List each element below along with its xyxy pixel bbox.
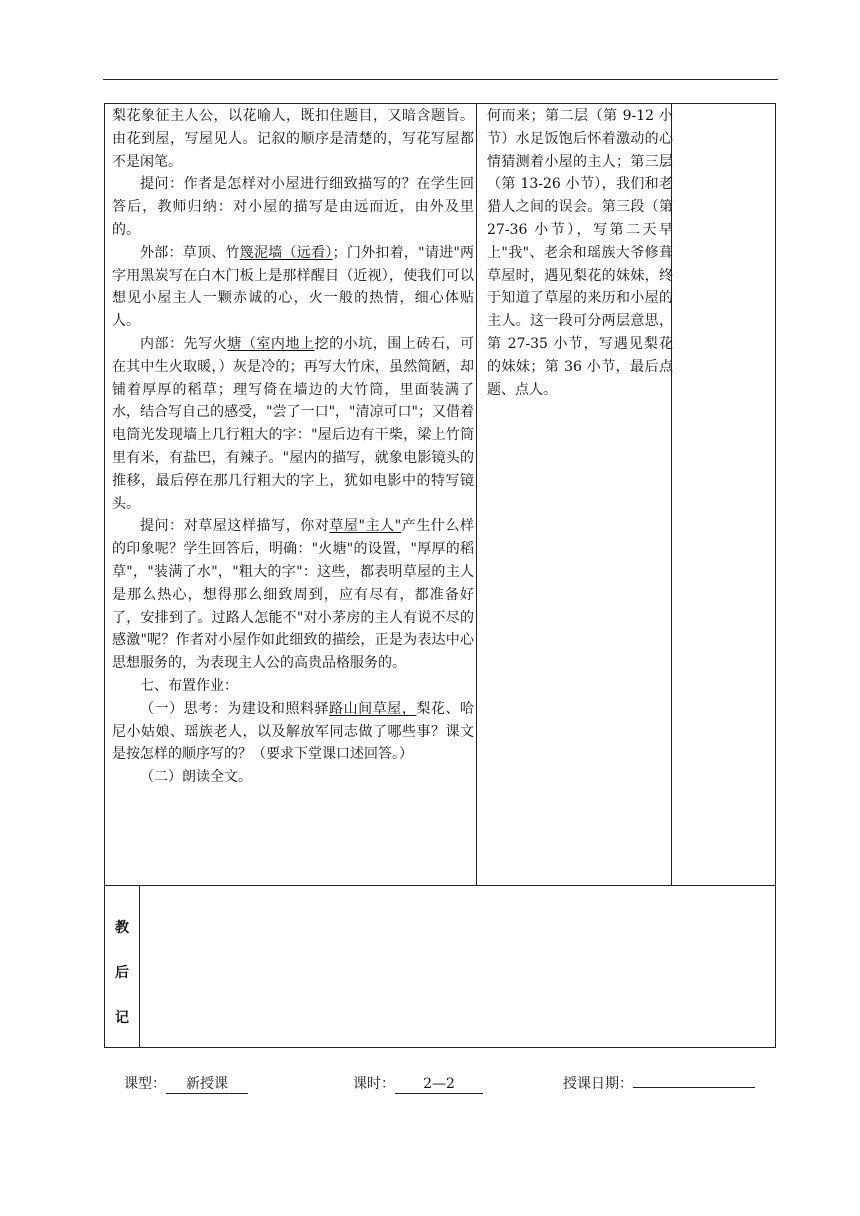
lesson-type-label: 课型： (124, 1076, 166, 1092)
interior-underlined: 塘（室内地上 (227, 335, 315, 352)
paragraph-question-2 (112, 515, 474, 675)
lesson-hours-value: 2—2 (395, 1076, 483, 1094)
teaching-process-column (112, 105, 474, 789)
paragraph-pear-flower: 梨花象征主人公，以花喻人，既扣住题目，又暗含题旨。由花到屋，写屋见人。记叙的顺序是清楚的，写花写屋都不是闲笔。 (112, 108, 474, 170)
header-rule (103, 79, 778, 80)
homework-1-text-a: （一）思考：为建设和照料驿 (140, 700, 330, 717)
lesson-type-value: 新授课 (166, 1076, 248, 1094)
question-2-text-b: 产生什么样的印象呢？学生回答后，明确："火塘"的设置，"厚厚的稻草"，"装满了水"，"粗大的字"：这些，都表明草屋的主人是那么热心，想得那么细致周到，应有尽有，都准备好了，安排到了。过路人怎能不"对小茅房的主人有说不尽的感激"呢？作者对小屋作如此细致的描绘，正是为表达中心思想服务的，为表现主人公的高贵品格服务的。 (112, 518, 475, 672)
question-2-underlined: 草屋"主人" (329, 518, 402, 535)
reflection-label-char-2: 后 (115, 965, 129, 981)
lesson-date (563, 1073, 755, 1093)
reflection-label-char-3: 记 (115, 1010, 129, 1026)
exterior-text-a: 外部：草顶、竹 (140, 244, 240, 261)
homework-item-2: （二）朗读全文。 (140, 769, 252, 786)
row-divider (105, 885, 775, 886)
exterior-underlined: 篾泥墙（远看） (239, 244, 333, 261)
paragraph-exterior (112, 242, 474, 333)
exterior-text-b: ；门外扣着，"请进"两字用黑炭写在白木门板上是那样醒目（近视），使我们可以想见小屋主人一颗赤诚的心，火一般的热情，细心体贴人。 (112, 244, 475, 330)
lesson-hours-label: 课时： (353, 1076, 395, 1092)
homework-1-underlined: 路山间草屋， (329, 700, 417, 717)
paragraph-interior (112, 333, 474, 515)
reflection-label (105, 886, 139, 1048)
column-divider-1 (476, 104, 477, 885)
question-2-text-a: 提问：对草屋这样描写，你对 (140, 518, 330, 535)
reflection-label-divider (139, 885, 140, 1047)
lesson-date-label: 授课日期： (563, 1076, 633, 1092)
reflection-content (145, 894, 765, 1039)
lesson-type (124, 1073, 248, 1094)
structure-notes-text: 何而来；第二层（第 9-12 小节）水足饭饱后怀着激动的心情猜测着小屋的主人；第三层（第 13-26 小节），我们和老猎人之间的误会。第三段（第 27-36 小节），写第二天早上"我"、老余和瑶族大爷修葺草屋时，遇见梨花的妹妹，终于知道了草屋的来历和小屋的主人。这一段可分两层意思，第 27-35 小节，写遇见梨花的妹妹；第 36 小节，最后点题、点人。 (487, 108, 673, 398)
homework-item-1 (112, 698, 474, 766)
lesson-hours (353, 1073, 483, 1094)
homework-1-text-b: 梨花、哈尼小姑娘、瑶族老人，以及解放军同志做了哪些事？课文是按怎样的顺序写的？（要求下堂课口述回答。） (112, 700, 475, 763)
paragraph-question-1: 提问：作者是怎样对小屋进行细致描写的？在学生回答后，教师归纳：对小屋的描写是由远而近，由外及里的。 (112, 176, 474, 238)
lesson-plan-table (104, 103, 776, 1048)
interior-text-b: 挖的小坑，围上砖石，可在其中生火取暖，）灰是冷的；再写大竹床，虽然简陋，却铺着厚厚的稻草；理写倚在墙边的大竹筒，里面装满了水，结合写自己的感受，"尝了一口"，"清凉可口"；又借着电筒光发现墙上几行粗大的字："屋后边有干柴，梁上竹筒里有米，有盐巴，有辣子。"屋内的描写，就象电影镜头的推移，最后停在那几行粗大的字上，犹如电影中的特写镜头。 (112, 335, 475, 512)
homework-heading: 七、布置作业： (140, 677, 238, 694)
structure-notes-column (487, 105, 673, 401)
reflection-label-char-1: 教 (115, 920, 129, 936)
lesson-date-value (633, 1087, 755, 1088)
interior-text-a: 内部：先写火 (140, 335, 228, 352)
